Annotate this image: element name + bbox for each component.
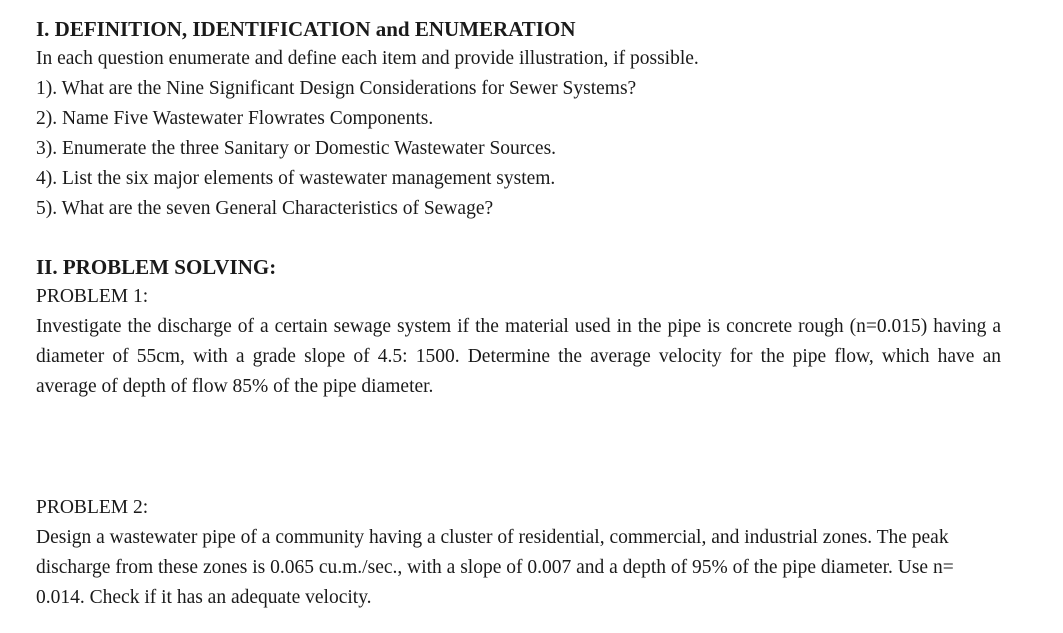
section-1-heading: I. DEFINITION, IDENTIFICATION and ENUMERATION <box>36 17 576 41</box>
problem-spacer <box>36 402 1036 493</box>
question-2: 2). Name Five Wastewater Flowrates Components. <box>36 108 434 129</box>
problem-2-label: PROBLEM 2: <box>36 497 149 518</box>
question-5: 5). What are the seven General Characteristics of Sewage? <box>36 198 494 219</box>
section-2-heading: II. PROBLEM SOLVING: <box>36 255 277 279</box>
document-body <box>36 14 1036 613</box>
section-spacer <box>36 224 1036 252</box>
question-4: 4). List the six major elements of wastewater management system. <box>36 168 556 189</box>
section-1-instruction: In each question enumerate and define each item and provide illustration, if possible. <box>36 48 699 69</box>
question-1: 1). What are the Nine Significant Design Considerations for Sewer Systems? <box>36 78 637 99</box>
problem-2-text: Design a wastewater pipe of a community having a cluster of residential, commercial, and industrial zones. The peak discharge from these zones is 0.065 cu.m./sec., with a slope of 0.007 and a depth of 95% of the pipe diameter. Use n= 0.014. Check if it has an adequate velocity. <box>36 527 954 608</box>
problem-1-label: PROBLEM 1: <box>36 286 149 307</box>
problem-1-text: Investigate the discharge of a certain sewage system if the material used in the pipe is concrete rough (n=0.015) having a diameter of 55cm, with a grade slope of 4.5: 1500. Determine the average velocity for the pipe flow, which have an average of depth of flow 85% of the pipe diameter. <box>36 316 1001 397</box>
question-3: 3). Enumerate the three Sanitary or Domestic Wastewater Sources. <box>36 138 557 159</box>
